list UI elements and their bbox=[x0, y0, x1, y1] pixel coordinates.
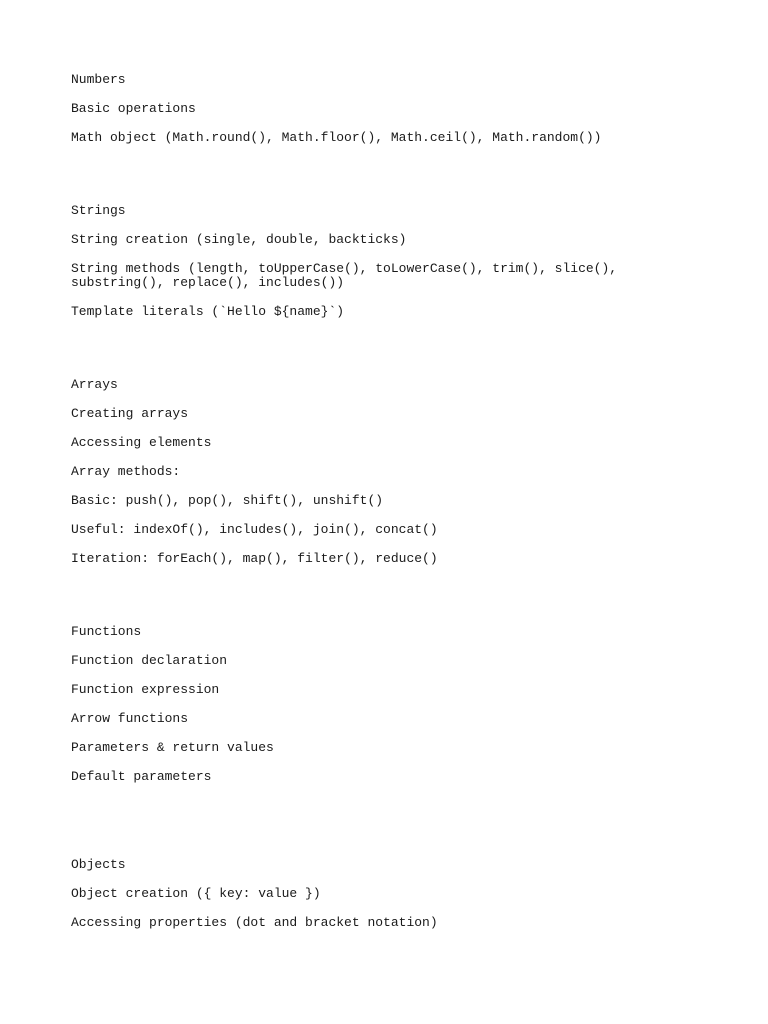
section-heading: Strings bbox=[71, 203, 126, 218]
list-item: Accessing elements bbox=[71, 435, 212, 450]
list-item: Basic: push(), pop(), shift(), unshift() bbox=[71, 493, 384, 508]
list-item: String creation (single, double, backticks) bbox=[71, 232, 407, 247]
list-item: Useful: indexOf(), includes(), join(), concat() bbox=[71, 522, 438, 537]
list-item: Function declaration bbox=[71, 653, 228, 668]
list-item: Basic operations bbox=[71, 101, 196, 116]
list-item: Math object (Math.round(), Math.floor(), Math.ceil(), Math.random()) bbox=[71, 130, 602, 145]
list-item: Template literals (`Hello ${name}`) bbox=[71, 304, 345, 319]
list-item: Arrow functions bbox=[71, 711, 189, 726]
list-item: String methods (length, toUpperCase(), toLowerCase(), trim(), slice(), substring(), replace(), includes()) bbox=[71, 261, 625, 290]
list-item: Parameters & return values bbox=[71, 740, 274, 755]
section-objects bbox=[71, 858, 711, 930]
list-item: Array methods: bbox=[71, 464, 181, 479]
section-arrays bbox=[71, 378, 711, 566]
document-page bbox=[71, 73, 711, 945]
list-item: Object creation ({ key: value }) bbox=[71, 886, 321, 901]
section-heading: Objects bbox=[71, 857, 126, 872]
list-item: Default parameters bbox=[71, 769, 212, 784]
section-heading: Arrays bbox=[71, 377, 118, 392]
section-numbers bbox=[71, 73, 711, 145]
list-item: Creating arrays bbox=[71, 406, 189, 421]
section-heading: Functions bbox=[71, 624, 142, 639]
section-strings bbox=[71, 204, 711, 319]
list-item: Function expression bbox=[71, 682, 220, 697]
section-heading: Numbers bbox=[71, 72, 126, 87]
list-item: Accessing properties (dot and bracket notation) bbox=[71, 915, 438, 930]
section-functions bbox=[71, 625, 711, 784]
list-item: Iteration: forEach(), map(), filter(), reduce() bbox=[71, 551, 438, 566]
